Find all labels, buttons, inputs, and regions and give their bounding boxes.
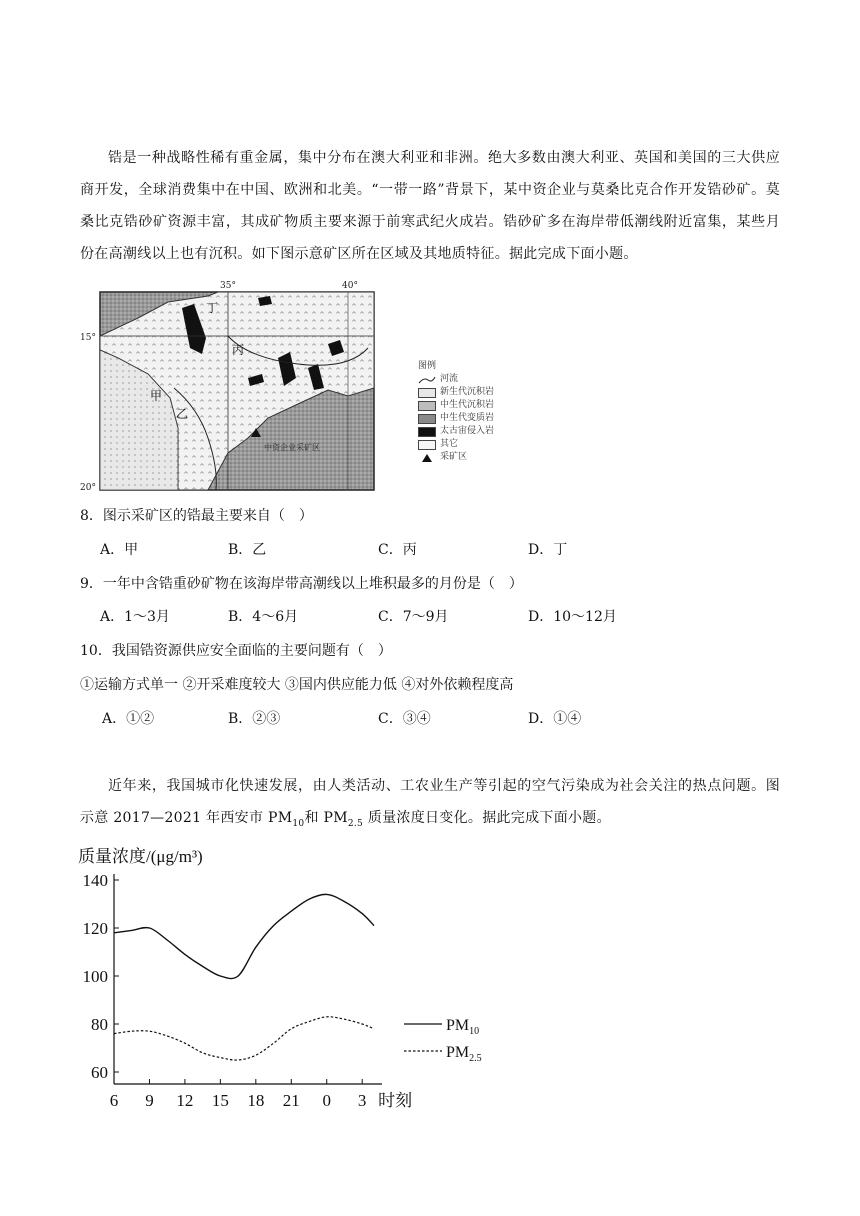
lat-label-20: 20° — [80, 483, 96, 493]
q9-option-a[interactable]: A．1～3月 — [100, 609, 170, 625]
question-8-stem: 8．图示采矿区的锆最主要来自（ ） — [80, 508, 313, 524]
mine-label: 中资企业采矿区 — [264, 443, 320, 452]
q8-option-c[interactable]: C．丙 — [378, 542, 417, 558]
area-label-ding: 丁 — [206, 301, 219, 315]
lon-label-35: 35° — [220, 281, 236, 291]
legend-item-archean: 太古宙侵入岩 — [418, 425, 508, 438]
map-legend — [418, 360, 508, 464]
y-tick-label: 120 — [82, 919, 108, 938]
x-tick-label: 21 — [282, 1091, 300, 1110]
pm-daily-chart — [78, 842, 518, 1112]
question-9-stem: 9．一年中含锆重砂矿物在该海岸带高潮线以上堆积最多的月份是（ ） — [80, 576, 523, 592]
x-tick-label: 0 — [322, 1091, 331, 1110]
legend-item-mesozoic-meta: 中生代变质岩 — [418, 412, 508, 425]
area-label-bing: 丙 — [232, 343, 245, 357]
q9-option-c[interactable]: C．7～9月 — [378, 609, 449, 625]
y-tick-label: 100 — [82, 967, 108, 986]
x-tick-label: 15 — [211, 1091, 229, 1110]
legend-label: $PM_{10}$ — [446, 1017, 480, 1037]
x-tick-label: 9 — [145, 1091, 154, 1110]
lon-label-40: 40° — [342, 281, 358, 291]
series-line-pm10 — [114, 894, 374, 978]
legend-label: $PM_{2.5}$ — [446, 1044, 482, 1064]
q10-option-b[interactable]: B．②③ — [228, 711, 281, 727]
q9-option-d[interactable]: D．10～12月 — [528, 609, 617, 625]
legend-title: 图例 — [418, 361, 437, 371]
chart-ylabel: 质量浓度/(μg/m³) — [78, 847, 203, 866]
x-tick-label: 12 — [176, 1091, 194, 1110]
legend-item-mesozoic-sed: 中生代沉积岩 — [418, 399, 508, 412]
x-tick-label: 18 — [247, 1091, 265, 1110]
q10-option-c[interactable]: C．③④ — [378, 711, 431, 727]
q8-option-b[interactable]: B．乙 — [228, 542, 267, 558]
legend-item-other: 其它 — [418, 438, 508, 451]
legend-item-cenozoic: 新生代沉积岩 — [418, 386, 508, 399]
q8-option-d[interactable]: D．丁 — [528, 542, 568, 558]
legend-item-mine: 采矿区 — [418, 451, 508, 464]
x-tick-label: 6 — [109, 1091, 119, 1110]
passage-pm-xian: 近年来，我国城市化快速发展，由人类活动、工农业生产等引起的空气污染成为社会关注的热点问题。图示意 2017—2021 年西安市 $PM_{10}$和 $PM_{2.5}$ 质量浓度日变化。据此完成下面小题。 — [80, 778, 780, 829]
q10-option-a[interactable]: A．①② — [102, 711, 155, 727]
q9-option-b[interactable]: B．4～6月 — [228, 609, 299, 625]
question-10-stem: 10．我国锆资源供应安全面临的主要问题有（ ） — [80, 643, 392, 659]
y-tick-label: 80 — [91, 1015, 108, 1034]
y-tick-label: 60 — [91, 1063, 108, 1082]
geology-map — [78, 278, 418, 494]
chart-xlabel: 时刻 — [378, 1091, 413, 1110]
q10-option-d[interactable]: D．①④ — [528, 711, 582, 727]
q8-option-a[interactable]: A．甲 — [100, 542, 139, 558]
area-label-yi: 乙 — [176, 407, 189, 421]
series-line-pm25 — [114, 1017, 374, 1060]
area-label-jia: 甲 — [150, 389, 163, 403]
passage-zirconium: 锆是一种战略性稀有重金属，集中分布在澳大利亚和非洲。绝大多数由澳大利亚、英国和美国的三大供应商开发，全球消费集中在中国、欧洲和北美。“一带一路”背景下，某中资企业与莫桑比克合作开发锆砂矿。莫桑比克锆砂矿资源丰富，其成矿物质主要来源于前寒武纪火成岩。锆砂矿多在海岸带低潮线附近富集，某些月份在高潮线以上也有沉积。如下图示意矿区所在区域及其地质特征。据此完成下面小题。 — [80, 150, 780, 262]
legend-item-river: 河流 — [418, 373, 508, 386]
question-10-statements: ①运输方式单一 ②开采难度较大 ③国内供应能力低 ④对外依赖程度高 — [80, 677, 514, 693]
y-tick-label: 140 — [82, 871, 108, 890]
lat-label-15: 15° — [80, 333, 96, 343]
x-tick-label: 3 — [357, 1091, 367, 1110]
